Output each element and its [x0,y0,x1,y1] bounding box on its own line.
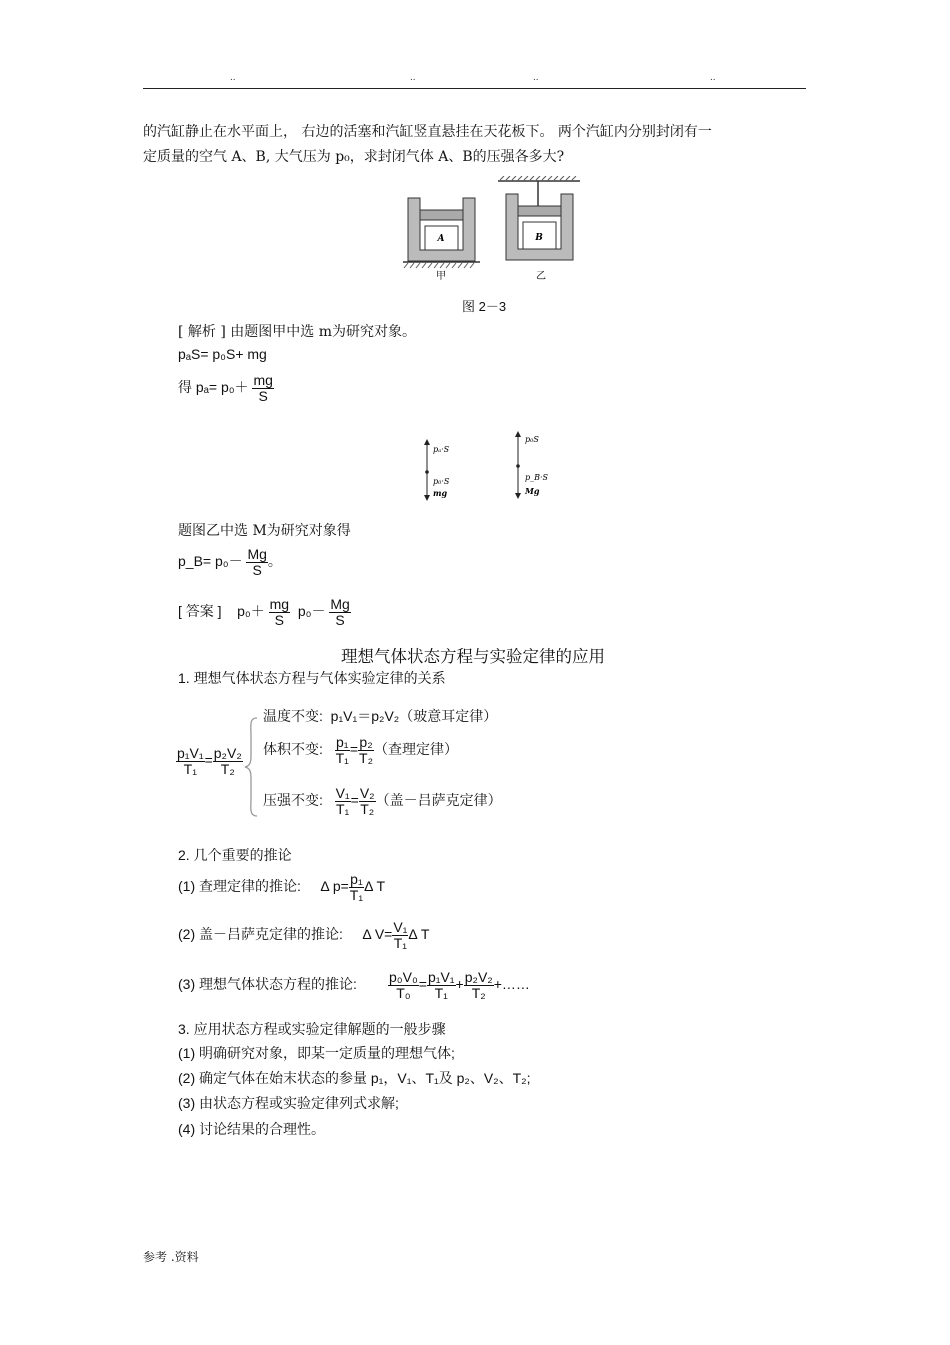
label-jia: 甲 [436,271,446,282]
item-1-heading: 1. 理想气体状态方程与气体实验定律的关系 [178,670,446,686]
force-label: pₐ·S [433,445,450,454]
force-label: Mg [525,486,540,496]
item-2-heading: 2. 几个重要的推论 [178,847,292,863]
relation-row-pressure: 压强不变: $\frac{\text{V₁}}{\text{T₁}}$ = $\frac{\text{V₂}}{\text{T₂}}$ （盖－吕萨克定律） [263,785,502,817]
force-label: mg [433,488,448,498]
figure-caption: 图 2－3 [462,299,507,314]
force-diagrams [415,430,565,504]
equation-1: pₐS= p₀S+ mg [178,346,267,362]
force-label: p₀·S [433,477,450,486]
step-1: (1) 明确研究对象，即某一定质量的理想气体; [178,1045,455,1061]
step-2: (2) 确定气体在始末状态的参量 p₁，V₁、T₁及 p₂、V₂、T₂; [178,1070,531,1086]
label-yi: 乙 [536,271,546,282]
header-dot: .. [230,72,236,83]
footer-text: 参考 .资料 [143,1250,199,1264]
cylinder-figure [398,176,583,284]
equation-3: p_B= p₀－ $\frac{Mg}{S}$ 。 [178,546,282,578]
analysis-text: [ 解析 ] 由题图甲中选 m为研究对象。 [178,324,416,340]
analysis-text-2: 题图乙中选 M为研究对象得 [178,523,351,539]
corollary-2: (2) 盖－吕萨克定律的推论: Δ V= $\frac{\text{V₁}}{\text{T₁}}$ Δ T [178,919,430,951]
force-label: p₀S [525,435,539,444]
force-label: p_B·S [525,473,549,482]
relation-row-temperature: 温度不变: p₁V₁＝p₂V₂（玻意耳定律） [263,708,498,724]
step-4: (4) 讨论结果的合理性。 [178,1121,325,1137]
header-rule [143,88,806,89]
step-3: (3) 由状态方程或实验定律列式求解; [178,1095,399,1111]
corollary-1: (1) 查理定律的推论: Δ p= $\frac{\text{p₁}}{\text{T₁}}$ Δ T [178,871,386,903]
problem-line-1: 的汽缸静止在水平面上， 右边的活塞和汽缸竖直悬挂在天花板下。 两个汽缸内分别封闭有一 [143,124,712,140]
corollary-3: (3) 理想气体状态方程的推论: $\frac{\text{p₀V₀}}{\text{T₀}}$ = $\frac{\text{p₁V₁}}{\text{T₁}}$ + $\frac{\text{p₂V₂}}{\text{T₂}}$ +…… [178,969,530,1001]
label-b: B [535,233,543,243]
section-title: 理想气体状态方程与实验定律的应用 [341,647,605,666]
brace-icon [243,716,259,818]
relation-row-volume: 体积不变: $\frac{\text{p₁}}{\text{T₁}}$ = $\frac{\text{p₂}}{\text{T₂}}$ （查理定律） [263,734,459,766]
problem-line-2: 定质量的空气 A、B, 大气压为 p₀，求封闭气体 A、B的压强各多大? [143,149,565,165]
item-3-heading: 3. 应用状态方程或实验定律解题的一般步骤 [178,1021,446,1037]
header-dot: .. [533,72,539,83]
answer: [ 答案 ] p₀＋ $\frac{mg}{S}$ p₀－ $\frac{Mg}{S}$ [178,596,350,628]
header-dot: .. [710,72,716,83]
label-a: A [437,234,445,244]
equation-2: 得 pₐ= p₀＋ $\frac{mg}{S}$ [178,372,273,404]
relation-left: $\frac{\text{p₁V₁}}{\text{T₁}}$ = $\frac{\text{p₂V₂}}{\text{T₂}}$ [177,745,242,777]
header-dot: .. [410,72,416,83]
